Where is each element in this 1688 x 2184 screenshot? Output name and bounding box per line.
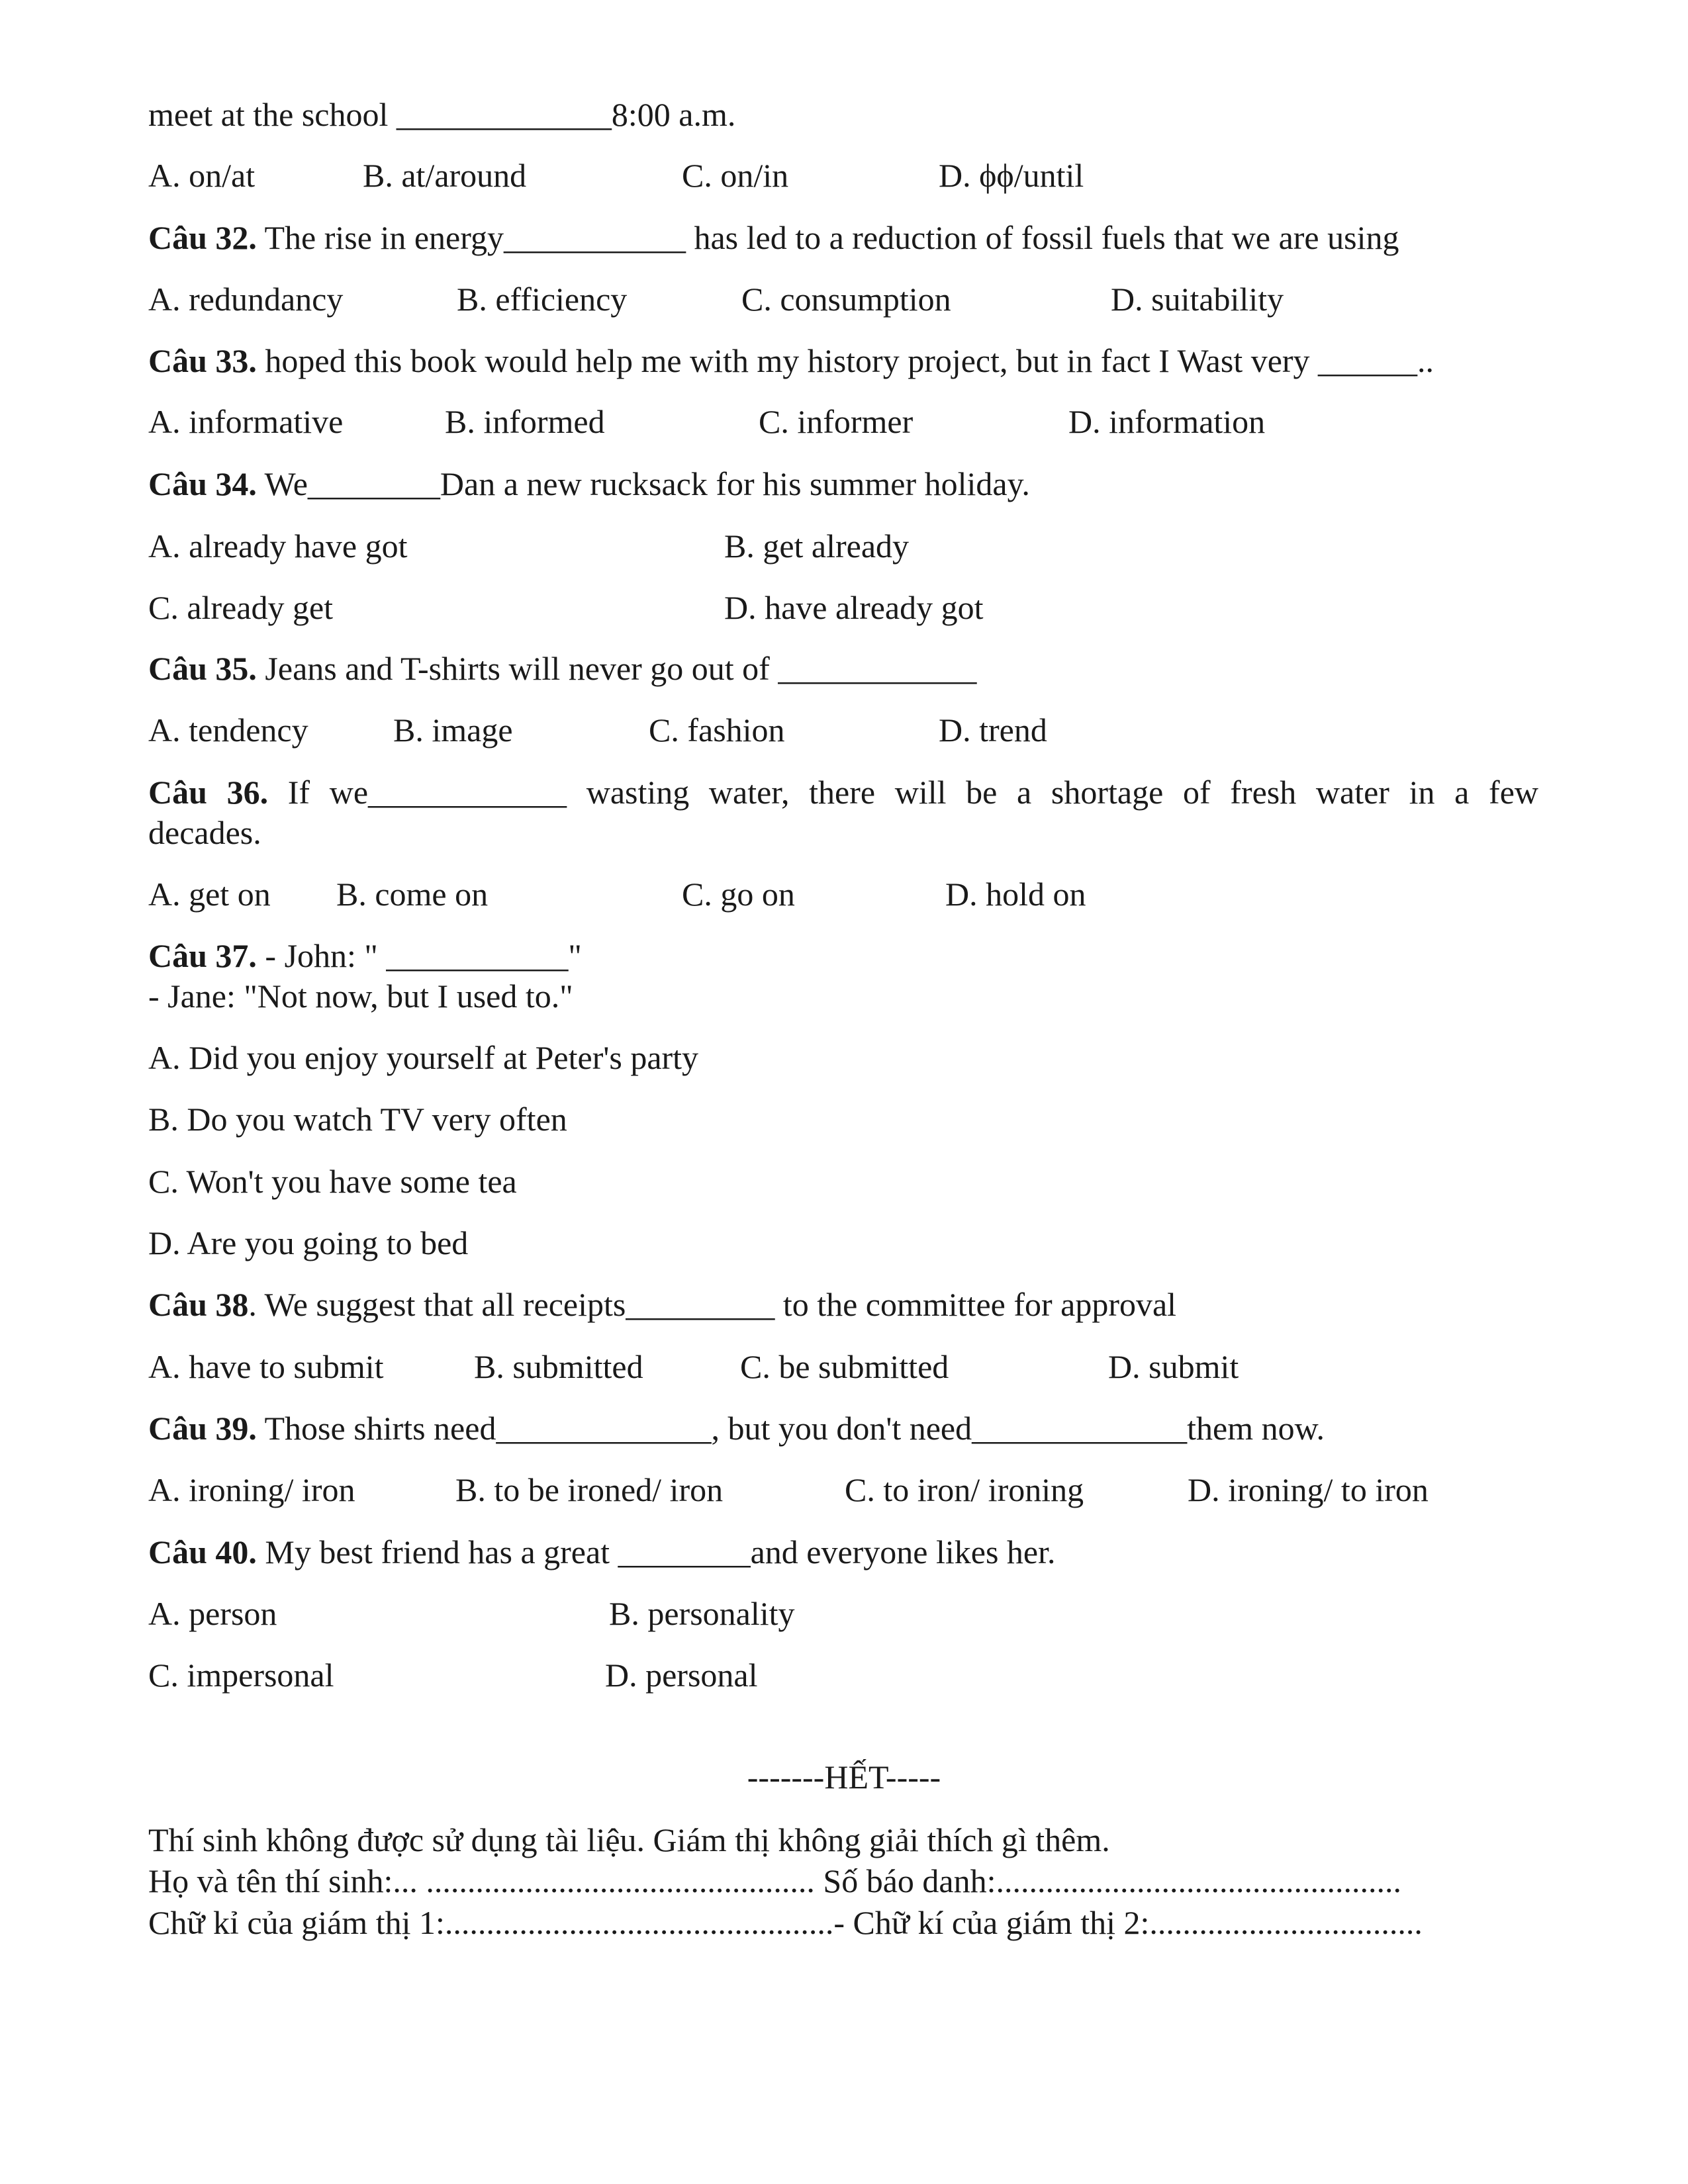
q33-question [148,344,1434,377]
q39-label: Câu 39. [148,1410,257,1447]
q35-option-b: B. image [393,711,513,749]
q37-option-b: B. Do you watch TV very often [148,1101,567,1138]
end-marker: -------HẾT----- [747,1758,941,1796]
q31-option-a: A. on/at [148,157,256,194]
q34-option-d: D. have already got [724,589,984,626]
exam-note: Thí sinh không được sử dụng tài liệu. Giám thị không giải thích gì thêm. [148,1821,1110,1858]
q31-option-c: C. on/in [682,157,789,194]
q35-label: Câu 35. [148,650,257,687]
q36-option-b: B. come on [336,876,489,913]
q36-option-d: D. hold on [945,876,1086,913]
q36-stem-line1: If we____________ wasting water, there will be a shortage of fresh water in a few [287,774,1538,811]
q32-label: Câu 32. [148,219,257,256]
q37-label: Câu 37. [148,937,257,974]
q37-stem-line1: - John: " ___________" [256,937,582,974]
q38-stem: . We suggest that all receipts_________ to the committee for approval [248,1286,1177,1323]
q33-option-b: B. informed [445,403,605,440]
q39-option-c: C. to iron/ ironing [845,1471,1084,1508]
q40-question [148,1535,1056,1569]
q33-option-a: A. informative [148,403,344,440]
q37-option-c: C. Won't you have some tea [148,1163,517,1200]
q32-option-b: B. efficiency [457,281,628,318]
q33-stem: hoped this book would help me with my history project, but in fact I Wast very ______.. [256,342,1434,379]
q34-label: Câu 34. [148,465,257,502]
q40-option-a: A. person [148,1595,277,1632]
q40-label: Câu 40. [148,1533,257,1570]
q40-option-b: B. personality [609,1595,795,1632]
q38-question [148,1288,1176,1321]
q38-option-a: A. have to submit [148,1348,384,1385]
q34-option-a: A. already have got [148,527,408,565]
q38-option-b: B. submitted [474,1348,643,1385]
q32-stem: The rise in energy___________ has led to a reduction of fossil fuels that we are using [256,219,1399,256]
q39-stem: Those shirts need_____________, but you don't need_____________them now. [256,1410,1325,1447]
q35-option-a: A. tendency [148,711,308,749]
q33-label: Câu 33. [148,342,257,379]
q35-option-c: C. fashion [649,711,785,749]
q32-option-a: A. redundancy [148,281,344,318]
q32-option-c: C. consumption [741,281,951,318]
q34-option-c: C. already get [148,589,334,626]
q38-option-d: D. submit [1108,1348,1239,1385]
q39-option-d: D. ironing/ to iron [1188,1471,1429,1508]
q39-option-a: A. ironing/ iron [148,1471,355,1508]
q36-stem-line2: decades. [148,814,261,851]
q33-option-d: D. information [1068,403,1266,440]
q40-stem: My best friend has a great ________and everyone likes her. [256,1533,1056,1570]
q36-option-c: C. go on [682,876,795,913]
q37-option-a: A. Did you enjoy yourself at Peter's party [148,1039,699,1076]
q31-option-b: B. at/around [363,157,527,194]
q37-stem-line2: - Jane: "Not now, but I used to." [148,978,573,1015]
q40-option-c: C. impersonal [148,1657,334,1694]
q35-question [148,652,976,685]
q31-option-d: D. ϕϕ/until [939,157,1084,194]
q37-option-d: D. Are you going to bed [148,1224,469,1261]
q38-option-c: C. be submitted [740,1348,949,1385]
q32-question [148,221,1399,254]
q36-question [148,776,1538,809]
q37-question [148,939,582,972]
q39-question [148,1412,1325,1445]
q36-label: Câu 36. [148,774,269,811]
q34-option-b: B. get already [724,527,910,565]
q34-stem: We________Dan a new rucksack for his summer holiday. [256,465,1030,502]
q36-option-a: A. get on [148,876,271,913]
q39-option-b: B. to be ironed/ iron [455,1471,724,1508]
proctor-signature-line: Chữ kỉ của giám thị 1:...............................................- Chữ kí của giám thị 2:................................. [148,1904,1423,1941]
q35-option-d: D. trend [939,711,1047,749]
q40-option-d: D. personal [605,1657,758,1694]
q35-stem: Jeans and T-shirts will never go out of ____________ [256,650,977,687]
q32-option-d: D. suitability [1111,281,1284,318]
q31-stem: meet at the school _____________8:00 a.m. [148,96,736,133]
candidate-info-line: Họ và tên thí sinh:... ............................................... Số báo danh:................................................. [148,1862,1401,1899]
q38-label: Câu 38 [148,1286,249,1323]
q34-question [148,467,1030,500]
q33-option-c: C. informer [759,403,914,440]
